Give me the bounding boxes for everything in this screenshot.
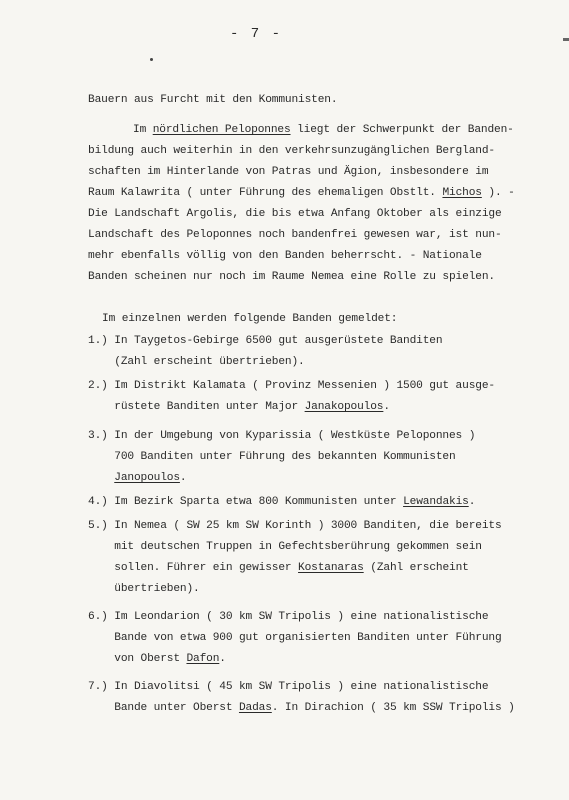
text-line [88, 450, 456, 464]
text-segment: übertrieben). [88, 583, 200, 595]
text-line [88, 379, 495, 393]
text-segment: von Oberst [88, 653, 187, 665]
text-line [102, 312, 397, 326]
text-line [88, 228, 502, 242]
text-line [133, 123, 514, 137]
text-segment: 5.) In Nemea ( SW 25 km SW Korinth ) 3000 Banditen, die bereits [88, 520, 502, 532]
text-segment: 1.) In Taygetos-Gebirge 6500 gut ausgerüstete Banditen [88, 335, 443, 347]
text-segment: schaften im Hinterlande von Patras und Ägion, insbesondere im [88, 166, 489, 178]
text-segment: 6.) Im Leondarion ( 30 km SW Tripolis ) eine nationalistische [88, 611, 489, 623]
underlined-name: Janopoulos [114, 472, 180, 484]
text-segment: Bande von etwa 900 gut organisierten Banditen unter Führung [88, 632, 502, 644]
text-line [88, 540, 482, 554]
text-line [88, 429, 475, 443]
text-segment: (Zahl erscheint übertrieben). [88, 356, 305, 368]
text-segment: Die Landschaft Argolis, die bis etwa Anfang Oktober als einzige [88, 208, 502, 220]
text-segment: (Zahl erscheint [363, 562, 469, 574]
text-segment: 3.) In der Umgebung von Kyparissia ( Westküste Peloponnes ) [88, 430, 476, 442]
ink-speck [150, 58, 153, 61]
text-line [88, 582, 200, 596]
text-segment: Im [133, 124, 153, 136]
text-line [88, 270, 495, 284]
text-line [88, 610, 488, 624]
text-segment: mit deutschen Truppen in Gefechtsberührung gekommen sein [88, 541, 482, 553]
text-line [88, 631, 502, 645]
text-segment: . [468, 496, 476, 508]
text-segment: 7.) In Diavolitsi ( 45 km SW Tripolis ) eine nationalistische [88, 681, 489, 693]
text-segment: Raum Kalawrita ( unter Führung des ehemaligen Obstlt. [88, 187, 443, 199]
text-line [88, 355, 305, 369]
text-line [88, 680, 488, 694]
text-segment [88, 472, 114, 484]
margin-mark [563, 38, 569, 41]
text-segment: 700 Banditen unter Führung des bekannten Kommunisten [88, 451, 456, 463]
text-line [88, 165, 488, 179]
text-segment: 4.) Im Bezirk Sparta etwa 800 Kommunisten unter [88, 496, 404, 508]
text-segment: 2.) Im Distrikt Kalamata ( Provinz Messenien ) 1500 gut ausge- [88, 380, 495, 392]
text-line [88, 186, 515, 200]
text-segment: Banden scheinen nur noch im Raume Nemea eine Rolle zu spielen. [88, 271, 495, 283]
underlined-name: Kostanaras [298, 562, 364, 574]
underlined-name: Michos [442, 187, 482, 199]
text-line [88, 701, 515, 715]
text-segment: ). - [481, 187, 515, 199]
text-segment: . In Dirachion ( 35 km SSW Tripolis ) [271, 702, 515, 714]
text-line [88, 471, 186, 485]
text-segment: Bande unter Oberst [88, 702, 239, 714]
text-line [88, 93, 337, 107]
text-segment: rüstete Banditen unter Major [88, 401, 305, 413]
text-segment: bildung auch weiterhin in den verkehrsunzugänglichen Bergland- [88, 145, 495, 157]
text-line [88, 652, 226, 666]
underlined-name: Lewandakis [403, 496, 469, 508]
text-segment: Landschaft des Peloponnes noch bandenfrei gewesen war, ist nun- [88, 229, 502, 241]
text-line [88, 144, 495, 158]
text-segment: Bauern aus Furcht mit den Kommunisten. [88, 94, 338, 106]
underlined-name: Janakopoulos [304, 401, 384, 413]
text-line [88, 519, 502, 533]
text-segment: . [383, 401, 390, 413]
text-line [88, 495, 475, 509]
text-line [88, 334, 442, 348]
underlined-name: Dadas [238, 702, 272, 714]
underlined-name: nördlichen Peloponnes [152, 124, 291, 136]
underlined-name: Dafon [186, 653, 220, 665]
text-line [88, 207, 502, 221]
text-line [88, 561, 469, 575]
text-segment: . [219, 653, 226, 665]
text-segment: Im einzelnen werden folgende Banden gemeldet: [102, 313, 398, 325]
text-segment: sollen. Führer ein gewisser [88, 562, 299, 574]
text-line [88, 249, 482, 263]
page-number: - 7 - [230, 26, 283, 42]
text-segment: . [179, 472, 187, 484]
text-line [88, 400, 390, 414]
text-segment: mehr ebenfalls völlig von den Banden beherrscht. - Nationale [88, 250, 482, 262]
text-segment: liegt der Schwerpunkt der Banden- [290, 124, 514, 136]
